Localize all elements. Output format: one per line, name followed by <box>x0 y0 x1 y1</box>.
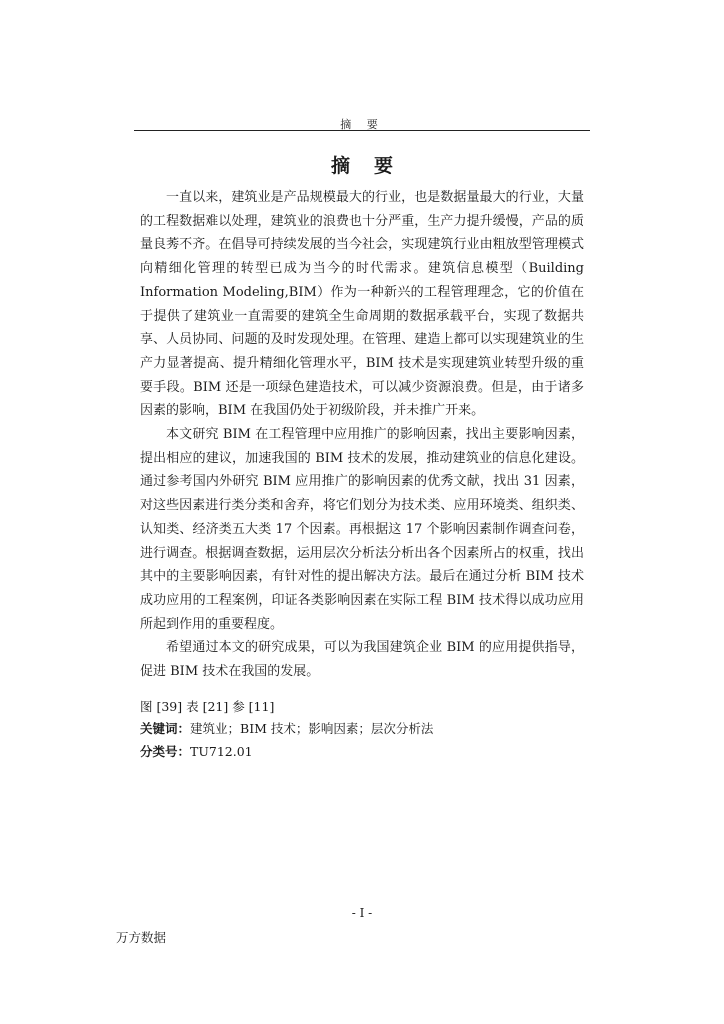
running-header: 摘 要 <box>340 118 384 131</box>
keywords-label: 关键词： <box>140 721 191 736</box>
abstract-paragraph-1: 一直以来，建筑业是产品规模最大的行业，也是数据量最大的行业，大量的工程数据难以处理，建筑业的浪费也十分严重，生产力提升缓慢，产品的质量良莠不齐。在倡导可持续发展的当今社会，实现建筑行业由粗放型管理模式向精细化管理的转型已成为当今的时代需求。建筑信息模型（Building Information Modeling,BIM）作为一种新兴的工程管理理念，它的价值在于提供了建筑业一直需要的建筑全生命周期的数据承载平台，实现了数据共享、人员协同、问题的及时发现处理。在管理、建造上都可以实现建筑业的生产力显著提高、提升精细化管理水平，BIM 技术是实现建筑业转型升级的重要手段。BIM 还是一项绿色建造技术，可以减少资源浪费。但是，由于诸多因素的影响，BIM 在我国仍处于初级阶段，并未推广开来。 <box>140 190 584 419</box>
classification-label: 分类号： <box>140 744 191 759</box>
abstract-body <box>140 186 584 684</box>
abstract-paragraph-3: 希望通过本文的研究成果，可以为我国建筑企业 BIM 的应用提供指导，促进 BIM 技术在我国的发展。 <box>140 640 584 680</box>
keywords-value: 建筑业；BIM 技术；影响因素；层次分析法 <box>190 721 434 736</box>
classification-value: TU712.01 <box>190 744 253 759</box>
source-watermark: 万方数据 <box>116 930 167 945</box>
abstract-title: 摘要 <box>330 155 417 177</box>
header-rule <box>134 130 590 131</box>
classification-line <box>140 742 584 762</box>
page-number: - I - <box>351 906 373 920</box>
keywords-line <box>140 719 584 739</box>
figure-table-reference-counts: 图 [39] 表 [21] 参 [11] <box>140 699 275 714</box>
abstract-paragraph-2: 本文研究 BIM 在工程管理中应用推广的影响因素，找出主要影响因素，提出相应的建议，加速我国的 BIM 技术的发展，推动建筑业的信息化建设。通过参考国内外研究 BIM 应用推广的影响因素的优秀文献，找出 31 因素，对这些因素进行类分类和舍弃，将它们划分为技术类、应用环境类、组织类、认知类、经济类五大类 17 个因素。再根据这 17 个影响因素制作调查问卷，进行调查。根据调查数据，运用层次分析法分析出各个因素所占的权重，找出其中的主要影响因素，有针对性的提出解决方法。最后在通过分析 BIM 技术成功应用的工程案例，印证各类影响因素在实际工程 BIM 技术得以成功应用所起到作用的重要程度。 <box>140 427 584 632</box>
